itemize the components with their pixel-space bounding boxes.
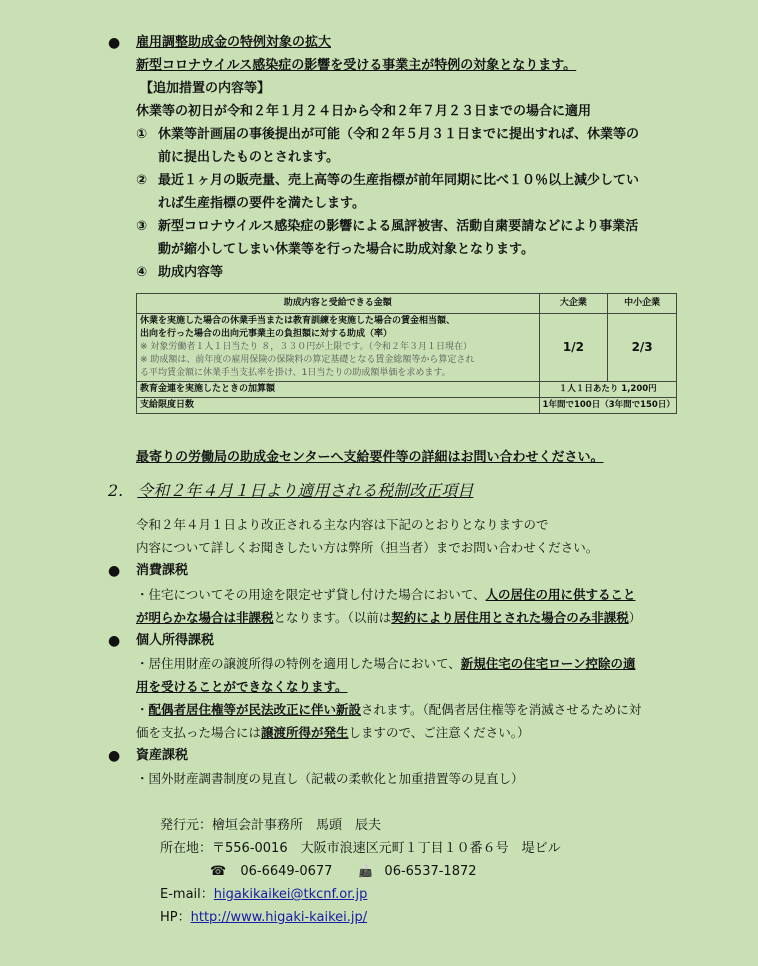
row1-note3: る平均賃金額に休業手当支払率を掛け、1日当たりの助成額単価を求めます。 (140, 368, 451, 378)
additional-title: 【追加措置の内容等】 (140, 81, 271, 96)
section2-heading: 令和２年４月１日より適用される税制改正項目 (137, 481, 474, 500)
email-line (160, 886, 367, 904)
income-l2a: 用を受けることができなくなります。 (136, 679, 348, 694)
income-line4 (136, 724, 530, 742)
item4-mark: ④ (136, 265, 148, 280)
consumption-l2c: 契約により居住用とされた場合のみ非課税 (391, 610, 629, 625)
table-header-row (137, 294, 677, 314)
row2-value: １人１日あたり 1,200円 (539, 382, 676, 398)
section1-heading: 雇用調整助成金の特例対象の拡大 (136, 35, 332, 50)
contact-note: 最寄りの労働局の助成金センターへ支給要件等の詳細はお問い合わせください。 (136, 450, 604, 465)
consumption-title: 消費課税 (136, 563, 189, 578)
phone-number: 06-6649-0677 (240, 864, 333, 879)
item2-line2: れば生産指標の要件を満たします。 (158, 196, 365, 211)
table-row1-desc (137, 314, 540, 382)
address-label: 所在地： (160, 841, 213, 856)
section2-heading-row (108, 480, 473, 502)
item3-line2: 動が縮小してしまい休業等を行った場合に助成対象となります。 (158, 242, 534, 257)
bullet-icon: ● (108, 748, 121, 764)
row1-large-ratio: 1/2 (539, 314, 608, 382)
income-title: 個人所得課税 (136, 633, 215, 648)
address-line (160, 840, 561, 858)
consumption-line2 (136, 609, 641, 627)
income-line2 (136, 678, 348, 696)
item3-mark: ③ (136, 219, 148, 234)
email-label: E-mail： (160, 887, 214, 902)
asset-title: 資産課税 (136, 748, 189, 763)
consumption-l2d: ） (628, 610, 642, 625)
bullet-icon: ● (108, 633, 121, 649)
bullet-icon: ● (108, 35, 121, 51)
intro-line1: 令和２年４月１日より改正される主な内容は下記のとおりとなりますので (136, 517, 549, 532)
hp-label: HP： (160, 910, 191, 925)
consumption-l1a: ・住宅についてその用途を限定せず貸し付けた場合において、 (136, 587, 486, 602)
fax-icon: 📠 (358, 865, 373, 878)
phone-icon: ☎ (210, 864, 227, 879)
item2-mark: ② (136, 173, 148, 188)
income-line1 (136, 655, 636, 673)
row3-label: 支給限度日数 (137, 398, 540, 414)
period-text: 休業等の初日が令和２年１月２４日から令和２年７月２３日までの場合に適用 (136, 104, 592, 119)
table-header-content: 助成内容と受給できる金額 (137, 294, 540, 314)
row1-note1: ※ 対象労働者１人１日当たり ８，３３０円が上限です。（令和２年３月１日現在） (140, 342, 473, 352)
income-l4b: 譲渡所得が発生 (261, 725, 349, 740)
consumption-l2b: となります。（以前は (273, 610, 392, 625)
table-header-large: 大企業 (539, 294, 608, 314)
row1-line2: 出向を行った場合の出向元事業主の負担額に対する助成（率） (140, 329, 393, 339)
table-row (137, 382, 677, 398)
issuer-line (160, 817, 381, 835)
asset-line1: ・国外財産調書制度の見直し（記載の柔軟化と加重措置等の見直し） (136, 771, 524, 786)
income-l1b: 新規住宅の住宅ローン控除の適 (460, 656, 636, 671)
table-header-small: 中小企業 (608, 294, 677, 314)
intro-line2: 内容について詳しくお聞きしたい方は弊所（担当者）までお問い合わせください。 (136, 540, 599, 555)
consumption-line1 (136, 586, 636, 604)
income-line3 (136, 701, 641, 719)
section1-lead: 新型コロナウイルス感染症の影響を受ける事業主が特例の対象となります。 (136, 58, 577, 73)
bullet-icon: ● (108, 563, 121, 579)
issuer-name: 檜垣会計事務所 馬頭 辰夫 (212, 818, 382, 833)
item3-line1: 新型コロナウイルス感染症の影響による風評被害、活動自粛要請などにより事業活 (158, 219, 639, 234)
hp-line (160, 909, 367, 927)
income-l3c: されます。（配偶者居住権等を消滅させるために対 (361, 702, 642, 717)
item1-line1: 休業等計画届の事後提出が可能（令和２年５月３１日までに提出すれば、休業等の (158, 127, 640, 142)
row1-line1: 休業を実施した場合の休業手当または教育訓練を実施した場合の賃金相当額、 (140, 316, 456, 326)
income-l4c: しますので、ご注意ください。） (348, 725, 530, 740)
section2-number: 2. (108, 481, 124, 500)
email-link[interactable]: higakikaikei@tkcnf.or.jp (213, 887, 368, 902)
item4-line1: 助成内容等 (158, 265, 224, 280)
table-row (137, 398, 677, 414)
fax-number: 06-6537-1872 (384, 864, 477, 879)
row3-value: 1年間で100日（3年間で150日） (539, 398, 676, 414)
row1-note2: ※ 助成額は、前年度の雇用保険の保険料の算定基礎となる賃金総額等から算定され (140, 355, 475, 365)
income-l3a: ・ (136, 702, 149, 717)
hp-link[interactable]: http://www.higaki-kaikei.jp/ (190, 910, 368, 925)
income-l3b: 配偶者居住権等が民法改正に伴い新設 (148, 702, 362, 717)
table-row (137, 314, 677, 382)
grant-table (136, 293, 677, 414)
item2-line1: 最近１ヶ月の販売量、売上高等の生産指標が前年同期に比べ１０％以上減少してい (158, 173, 640, 188)
income-l1a: ・居住用財産の譲渡所得の特例を適用した場合において、 (136, 656, 461, 671)
item1-line2: 前に提出したものとされます。 (158, 150, 339, 165)
phone-line (210, 863, 477, 881)
address-text: 〒556-0016 大阪市浪速区元町１丁目１０番６号 堤ビル (212, 841, 561, 856)
item1-mark: ① (136, 127, 148, 142)
income-l4a: 価を支払った場合には (136, 725, 262, 740)
consumption-l1b: 人の居住の用に供すること (485, 587, 636, 602)
row1-small-ratio: 2/3 (608, 314, 677, 382)
issuer-label: 発行元： (160, 818, 213, 833)
row2-label: 教育金連を実施したときの加算額 (137, 382, 540, 398)
consumption-l2a: が明らかな場合は非課税 (136, 610, 274, 625)
